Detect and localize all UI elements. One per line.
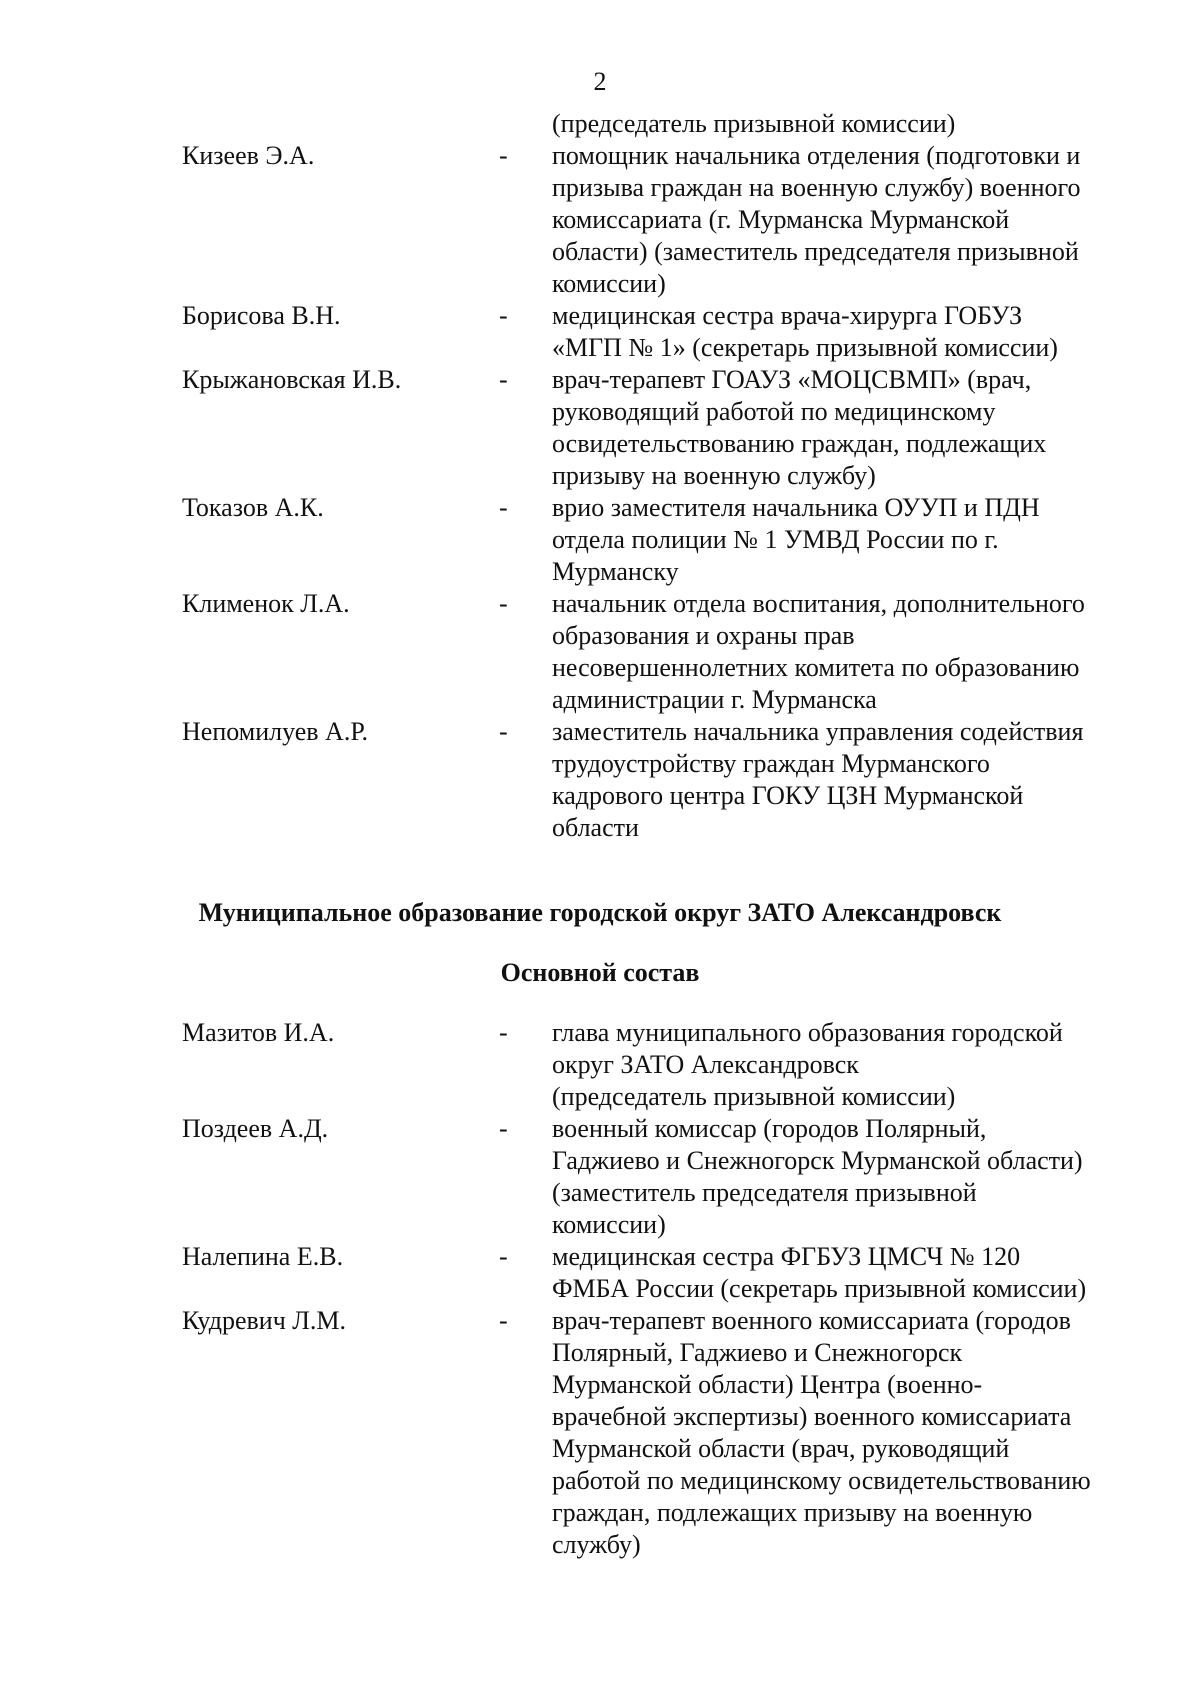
composition-heading: Основной состав: [500, 958, 700, 987]
description-line: образования и охраны прав: [552, 621, 855, 650]
continuation-entry: [0, 108, 1200, 140]
member-description: [552, 492, 1152, 588]
member-entry: [0, 364, 1200, 492]
description-line: заместитель начальника управления содействия: [552, 717, 1084, 746]
description-line: глава муниципального образования городской: [552, 1018, 1063, 1047]
description-line: (председатель призывной комиссии): [552, 1082, 956, 1111]
description-line: службу): [552, 1530, 641, 1559]
description-line: работой по медицинскому освидетельствованию: [552, 1466, 1091, 1495]
description-line: несовершеннолетних комитета по образованию: [552, 653, 1080, 682]
member-dash: -: [499, 1114, 508, 1143]
member-description: [552, 140, 1152, 300]
description-line: области: [552, 813, 639, 842]
description-line: помощник начальника отделения (подготовки и: [552, 141, 1081, 170]
member-description: [552, 1113, 1152, 1241]
member-description: [552, 716, 1152, 844]
member-dash: -: [499, 1018, 508, 1047]
member-name: Мазитов И.А.: [182, 1018, 335, 1047]
member-description: [552, 108, 1152, 140]
description-line: ФМБА России (секретарь призывной комиссии): [552, 1274, 1087, 1303]
member-description: [552, 364, 1152, 492]
description-line: военный комиссар (городов Полярный,: [552, 1114, 987, 1143]
member-name: Крыжановская И.В.: [182, 365, 402, 394]
description-line: медицинская сестра ФГБУЗ ЦМСЧ № 120: [552, 1242, 1021, 1271]
description-line: начальник отдела воспитания, дополнительного: [552, 589, 1085, 618]
member-entry: [0, 1113, 1200, 1241]
member-dash: -: [499, 141, 508, 170]
municipality-heading: Муниципальное образование городской округ ЗАТО Александровск: [198, 898, 1002, 927]
member-entry: [0, 492, 1200, 588]
description-line: медицинская сестра врача-хирурга ГОБУЗ: [552, 301, 1023, 330]
description-line: комиссариата (г. Мурманска Мурманской: [552, 205, 1010, 234]
member-entry: [0, 1017, 1200, 1113]
member-dash: -: [499, 717, 508, 746]
member-dash: -: [499, 589, 508, 618]
description-line: Гаджиево и Снежногорск Мурманской области): [552, 1146, 1083, 1175]
description-line: (заместитель председателя призывной: [552, 1178, 977, 1207]
description-line: кадрового центра ГОКУ ЦЗН Мурманской: [552, 781, 1024, 810]
description-line: отдела полиции № 1 УМВД России по г.: [552, 525, 999, 554]
member-description: [552, 588, 1152, 716]
member-list-section-2: [0, 1017, 1200, 1561]
description-line: врио заместителя начальника ОУУП и ПДН: [552, 493, 1040, 522]
member-entry: [0, 588, 1200, 716]
description-line: Мурманску: [552, 557, 679, 586]
member-dash: -: [499, 1306, 508, 1335]
member-dash: -: [499, 493, 508, 522]
member-name: Клименок Л.А.: [182, 589, 350, 618]
description-line: округ ЗАТО Александровск: [552, 1050, 859, 1079]
member-list-section-1: [0, 108, 1200, 844]
member-description: [552, 300, 1152, 364]
description-line: Мурманской области) Центра (военно-: [552, 1370, 983, 1399]
member-name: Кизеев Э.А.: [182, 141, 315, 170]
member-name: Налепина Е.В.: [182, 1242, 344, 1271]
description-line: освидетельствованию граждан, подлежащих: [552, 429, 1047, 458]
member-entry: [0, 140, 1200, 300]
description-line: врач-терапевт ГОАУЗ «МОЦСВМП» (врач,: [552, 365, 1032, 394]
member-description: [552, 1241, 1152, 1305]
member-entry: [0, 300, 1200, 364]
member-name: Непомилуев А.Р.: [182, 717, 369, 746]
description-line: призыву на военную службу): [552, 461, 876, 490]
member-entry: [0, 1241, 1200, 1305]
description-line: Полярный, Гаджиево и Снежногорск: [552, 1338, 963, 1367]
description-line: призыва граждан на военную службу) военного: [552, 173, 1081, 202]
description-line: «МГП № 1» (секретарь призывной комиссии): [552, 333, 1058, 362]
description-line: (председатель призывной комиссии): [552, 109, 956, 138]
description-line: Мурманской области (врач, руководящий: [552, 1434, 1010, 1463]
description-line: врач-терапевт военного комиссариата (городов: [552, 1306, 1071, 1335]
member-name: Борисова В.Н.: [182, 301, 341, 330]
member-description: [552, 1305, 1152, 1561]
description-line: области) (заместитель председателя призывной: [552, 237, 1079, 266]
description-line: руководящий работой по медицинскому: [552, 397, 996, 426]
member-name: Поздеев А.Д.: [182, 1114, 329, 1143]
member-description: [552, 1017, 1152, 1113]
description-line: граждан, подлежащих призыву на военную: [552, 1498, 1033, 1527]
member-dash: -: [499, 365, 508, 394]
description-line: врачебной экспертизы) военного комиссариата: [552, 1402, 1072, 1431]
member-name: Токазов А.К.: [182, 493, 324, 522]
member-dash: -: [499, 301, 508, 330]
member-name: Кудревич Л.М.: [182, 1306, 347, 1335]
page-number: 2: [593, 67, 607, 96]
description-line: трудоустройству граждан Мурманского: [552, 749, 990, 778]
member-entry: [0, 716, 1200, 844]
member-entry: [0, 1305, 1200, 1561]
description-line: комиссии): [552, 269, 666, 298]
member-dash: -: [499, 1242, 508, 1271]
description-line: администрации г. Мурманска: [552, 685, 877, 714]
description-line: комиссии): [552, 1210, 666, 1239]
